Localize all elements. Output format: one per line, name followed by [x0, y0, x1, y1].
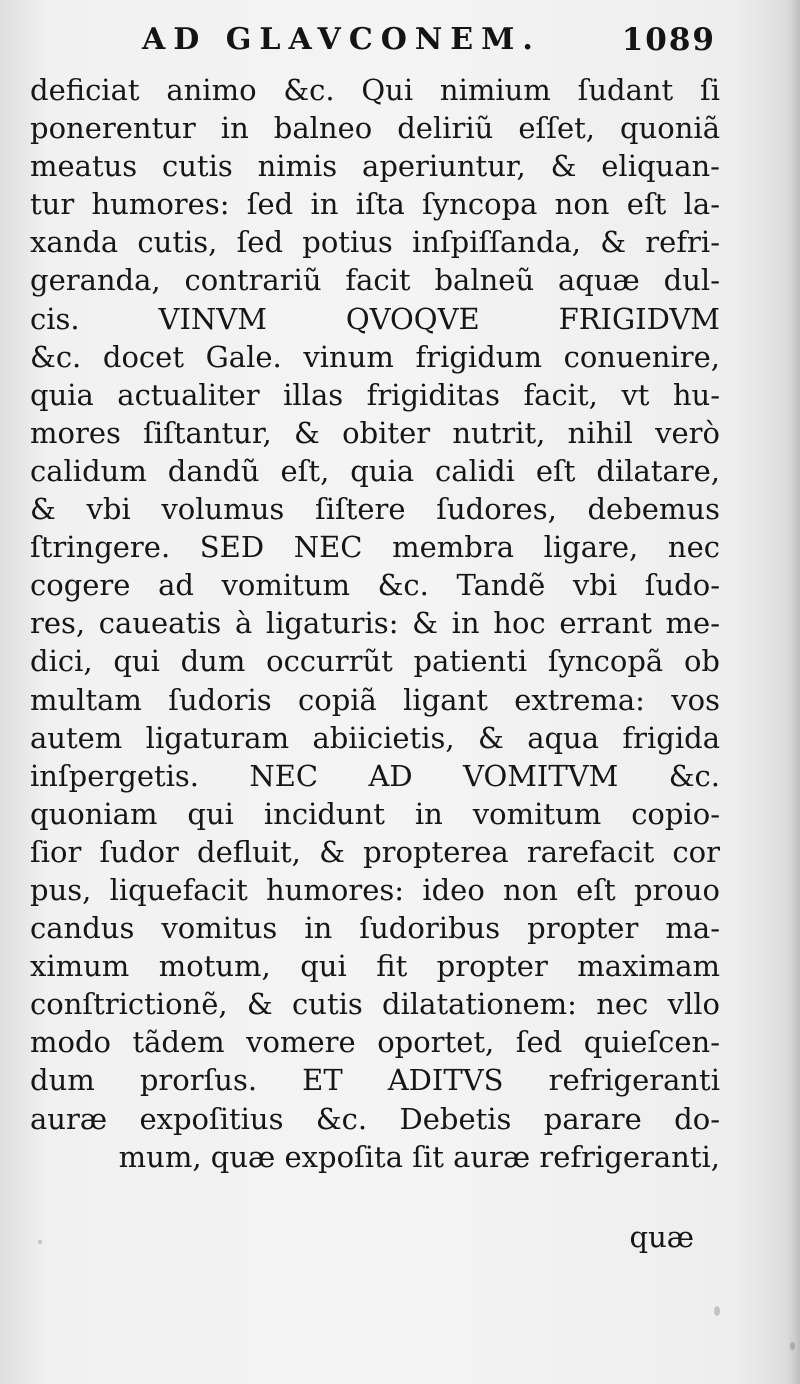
running-title: AD GLAVCONEM.	[142, 22, 541, 57]
text-line: quia actualiter illas frigiditas facit, vt hu-	[30, 377, 720, 412]
text-line: ſior ſudor defluit, & propterea rarefacit cor	[30, 834, 720, 869]
ink-speck	[38, 1240, 42, 1244]
text-line: conſtrictionẽ, & cutis dilatationem: nec vllo	[30, 987, 720, 1022]
text-line: calidum dandũ eſt, quia calidi eſt dilatare,	[30, 453, 720, 488]
text-line: meatus cutis nimis aperiuntur, & eliquan-	[30, 149, 720, 184]
text-line: & vbi volumus ſiſtere ſudores, debemus	[30, 492, 720, 527]
text-line: pus, liquefacit humores: ideo non eſt prouo	[30, 872, 720, 907]
page-header	[30, 20, 720, 60]
text-line: quoniam qui incidunt in vomitum copio-	[30, 796, 720, 831]
catchword: quæ	[629, 1220, 694, 1254]
text-line: modo tãdem vomere oportet, ſed quieſcen-	[30, 1025, 720, 1060]
text-line: geranda, contrariũ facit balneũ aquæ dul-	[30, 263, 720, 298]
text-line: multam ſudoris copiã ligant extrema: vos	[30, 682, 720, 717]
text-line: inſpergetis. NEC AD VOMITVM &c.	[30, 758, 720, 793]
text-line: ſtringere. SED NEC membra ligare, nec	[30, 530, 720, 565]
text-line: mum, quæ expoſita ſit auræ refrigeranti,	[118, 1139, 720, 1174]
ink-speck	[714, 1306, 720, 1316]
text-line: dici, qui dum occurrũt patienti ſyncopã ob	[30, 644, 720, 679]
page-gutter-shadow	[786, 0, 800, 1384]
text-line: tur humores: ſed in iſta ſyncopa non eſt la-	[30, 187, 720, 222]
text-line: cis. VINVM QVOQVE FRIGIDVM	[30, 301, 720, 336]
text-line: ponerentur in balneo deliriũ eſſet, quoniã	[30, 111, 720, 146]
text-line: &c. docet Gale. vinum frigidum conuenire,	[30, 339, 720, 374]
text-line: auræ expoſitius &c. Debetis parare do-	[30, 1101, 720, 1136]
text-line: xanda cutis, ſed potius inſpiſſanda, & refri-	[30, 225, 720, 260]
text-line: autem ligaturam abiicietis, & aqua frigida	[30, 720, 720, 755]
body-text	[30, 71, 720, 1176]
text-line: cogere ad vomitum &c. Tandẽ vbi ſudo-	[30, 568, 720, 603]
text-line: candus vomitus in ſudoribus propter ma-	[30, 911, 720, 946]
text-line: ximum motum, qui fit propter maximam	[30, 949, 720, 984]
ink-speck	[790, 1342, 795, 1350]
text-line: res, caueatis à ligaturis: & in hoc errant me-	[30, 606, 720, 641]
text-line: dum prorſus. ET ADITVS refrigeranti	[30, 1063, 720, 1098]
text-line: deficiat animo &c. Qui nimium ſudant ſi	[30, 73, 720, 107]
text-line: mores ſiſtantur, & obiter nutrit, nihil verò	[30, 415, 720, 450]
page-number: 1089	[621, 22, 716, 58]
